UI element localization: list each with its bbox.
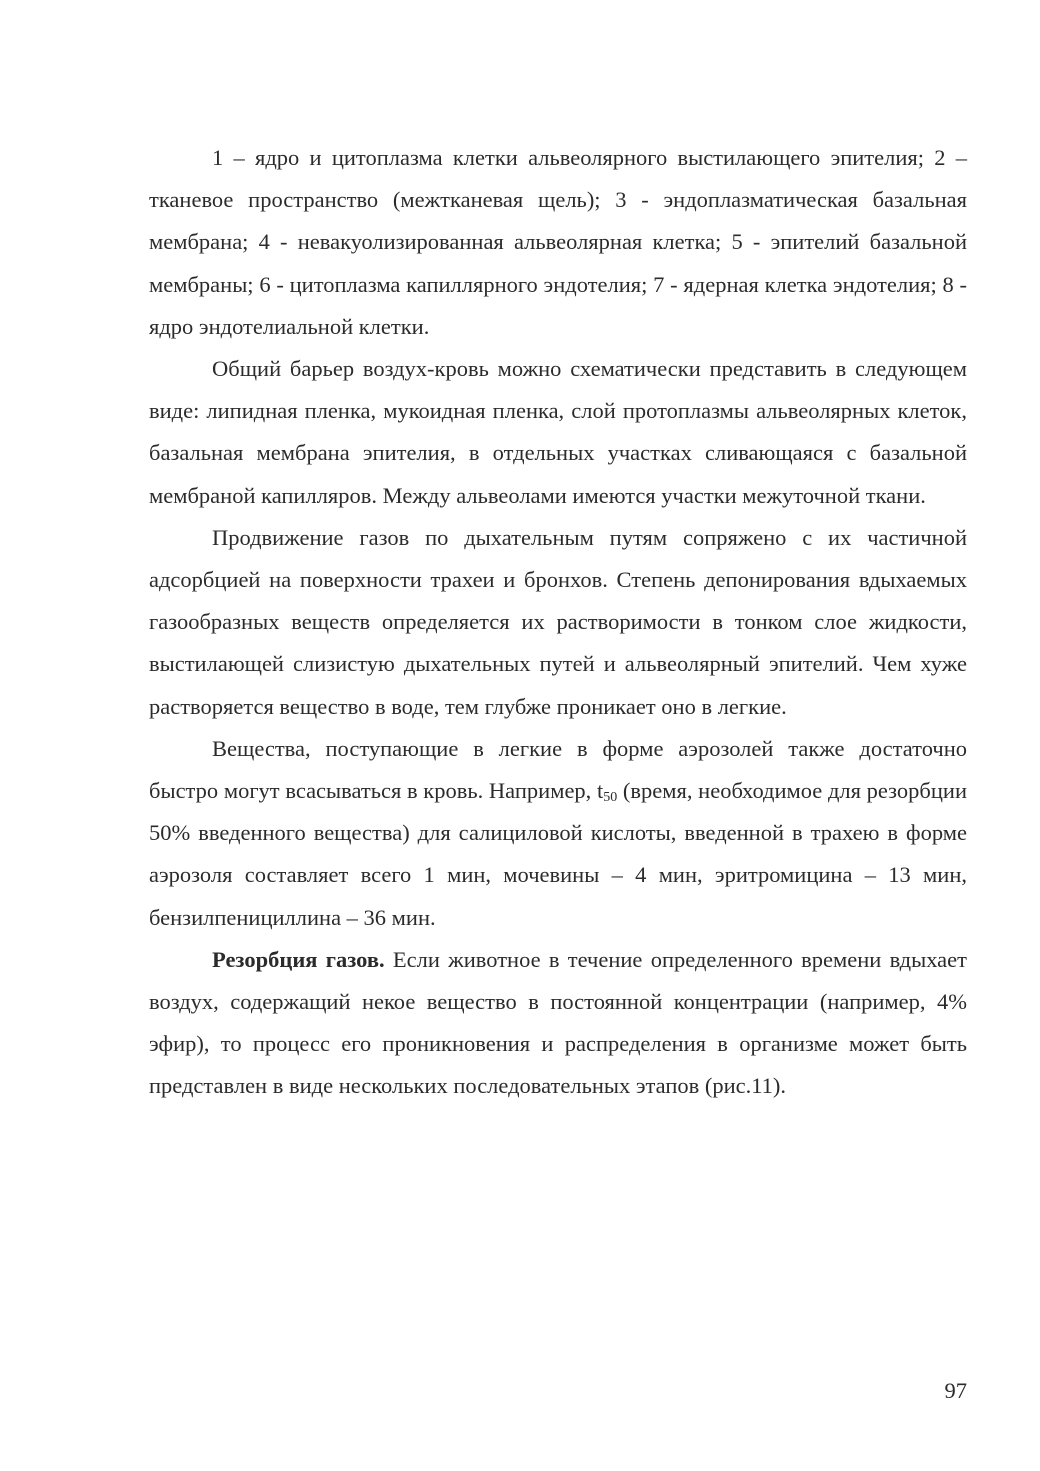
- paragraph-text: Если животное в течение определенного времени вдыхает воздух, содержащий некое вещество в постоянной концентрации (например, 4% эфир), то процесс его проникновения и распределения в организме может быть представлен в виде нескольких последовательных этапов (рис.11).: [149, 946, 967, 1099]
- paragraph-text: 1 – ядро и цитоплазма клетки альвеолярного выстилающего эпителия; 2 – тканевое пространство (межтканевая щель); 3 - эндоплазматическая базальная мембрана; 4 - невакуолизированная альвеолярная клетка; 5 - эпителий базальной мембраны; 6 - цитоплазма капиллярного эндотелия; 7 - ядерная клетка эндотелия; 8 - ядро эндотелиальной клетки.: [149, 145, 967, 339]
- subscript-50: 50: [603, 790, 618, 806]
- section-heading-inline: Резорбция газов.: [212, 946, 385, 972]
- paragraph-gas-movement: [149, 517, 967, 728]
- paragraph-text: Общий барьер воздух-кровь можно схематически представить в следующем виде: липидная пленка, мукоидная пленка, слой протоплазмы альвеолярных клеток, базальная мембрана эпителия, в отдельных участках сливающаяся с базальной мембраной капилляров. Между альвеолами имеются участки межуточной ткани.: [149, 356, 967, 508]
- paragraph-text-start: Вещества, поступающие в легкие в форме аэрозолей также достаточно быстро могут всасываться в кровь. Например, t: [149, 735, 967, 804]
- paragraph-gas-resorption: [149, 939, 967, 1108]
- paragraph-figure-legend: [149, 137, 967, 348]
- paragraph-air-blood-barrier: [149, 348, 967, 517]
- page-number: 97: [944, 1378, 967, 1403]
- paragraph-text-end: (время, необходимое для резорбции 50% введенного вещества) для салициловой кислоты, введенной в трахею в форме аэрозоля составляет всего 1 мин, мочевины – 4 мин, эритромицина – 13 мин, бензилпенициллина – 36 мин.: [149, 778, 968, 930]
- body-text: [149, 137, 967, 1108]
- paragraph-text: Продвижение газов по дыхательным путям сопряжено с их частичной адсорбцией на поверхности трахеи и бронхов. Степень депонирования вдыхаемых газообразных веществ определяется их растворимости в тонком слое жидкости, выстилающей слизистую дыхательных путей и альвеолярный эпителий. Чем хуже растворяется вещество в воде, тем глубже проникает оно в легкие.: [149, 524, 967, 719]
- paragraph-aerosols: [149, 728, 967, 939]
